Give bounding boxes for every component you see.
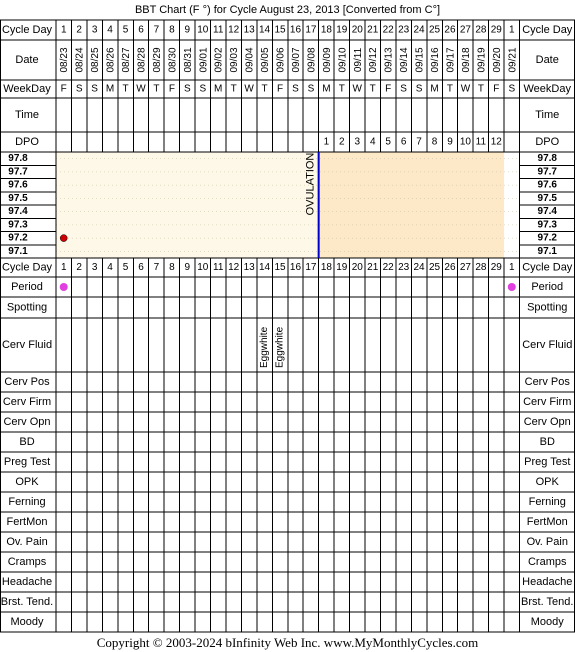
time-row-label-right: Time [535,109,560,121]
fertmon-row-label-right: FertMon [526,516,568,528]
date-cell: 09/03 [229,47,241,73]
cycle-day-cell: 20 [351,24,363,36]
weekday-cell: T [153,83,160,95]
weekday-cell: W [136,83,146,95]
weekday-cell: S [292,83,299,95]
cycle-day-cell: 23 [398,24,410,36]
cycle-day-cell: 12 [228,24,240,36]
dpo-cell: 1 [323,136,330,148]
date-cell: 08/28 [136,47,148,73]
weekday-cell: S [199,83,207,95]
date-cell: 09/08 [306,47,318,73]
weekday-cell: W [244,83,254,95]
weekday-cell: M [214,83,223,95]
cycle-day-row-label: Cycle Day [1,261,53,274]
temp-scale-label-right: 97.4 [537,206,557,218]
cycle-day-cell: 2 [76,262,82,273]
cerv-firm-row-label: Cerv Firm [2,396,52,408]
cycle-day-cell: 28 [475,262,487,273]
weekday-cell: T [261,83,268,95]
date-cell: 09/01 [198,47,210,73]
cycle-day-cell: 8 [169,262,175,273]
weekday-cell: W [460,83,471,95]
date-cell: 08/29 [151,47,163,73]
weekday-cell: S [400,83,407,95]
ovulation-label: OVULATION [304,152,317,216]
cycle-day-cell: 29 [490,24,502,36]
cycle-day-cell: 1 [508,24,515,36]
date-cell: 09/19 [476,47,488,73]
cycle-day-cell: 25 [428,262,441,273]
cerv-opn-row-label-right: Cerv Opn [523,416,571,428]
cycle-day-cell: 4 [107,262,113,273]
preg-test-row-label-right: Preg Test [524,456,571,468]
date-cell: 09/17 [445,47,457,73]
cycle-day-cell: 2 [76,24,82,36]
cycle-day-cell: 26 [444,262,456,273]
cycle-day-cell: 9 [184,24,191,36]
weekday-cell: F [168,83,175,95]
cycle-day-cell: 24 [413,24,425,36]
date-cell: 08/25 [90,47,102,73]
time-row-label: Time [14,109,40,121]
cycle-day-cell: 17 [305,262,317,273]
spotting-row-label-right: Spotting [527,301,568,314]
cycle-day-cell: 26 [444,24,456,36]
cycle-day-cell: 1 [508,262,515,273]
date-row-label-right: Date [535,54,559,66]
weekday-row-label-right: WeekDay [523,83,571,95]
weekday-cell: S [183,83,191,95]
date-cell: 09/04 [244,47,256,73]
cycle-day-cell: 21 [367,24,379,36]
dpo-cell: 12 [490,136,502,148]
cerv-pos-row-label-right: Cerv Pos [524,376,570,388]
date-cell: 09/06 [275,47,287,73]
ferning-row-label: Ferning [8,496,46,508]
date-cell: 08/26 [105,47,117,73]
date-cell: 09/11 [352,47,364,73]
dpo-cell: 4 [369,136,376,148]
cycle-day-cell: 15 [274,24,286,36]
dpo-cell: 8 [431,136,438,148]
cerv-fluid-row-label-right: Cerv Fluid [522,339,573,351]
bd-row-label-right: BD [539,436,555,448]
cycle-day-cell: 14 [259,24,271,36]
cycle-day-cell: 7 [153,262,160,273]
moody-row-label: Moody [10,616,44,628]
dpo-cell: 3 [354,136,361,148]
temp-scale-label-left: 97.4 [8,206,28,218]
cycle-day-cell: 13 [243,24,255,36]
cramps-row-label-right: Cramps [527,556,567,568]
dpo-cell: 6 [400,136,407,148]
bd-row-label: BD [19,436,35,448]
date-cell: 09/13 [383,47,395,73]
temp-scale-label-left: 97.7 [8,166,28,178]
date-cell: 08/23 [59,47,71,73]
temp-scale-label-left: 97.2 [8,232,28,244]
cycle-day-cell: 8 [169,24,175,36]
cycle-day-cell: 28 [475,24,487,36]
cerv-fluid-cell: Eggwhite [274,326,286,368]
date-cell: 08/30 [167,47,179,73]
weekday-cell: F [60,83,67,95]
date-cell: 09/09 [321,47,333,73]
dpo-cell: 10 [459,136,471,148]
dpo-row-label: DPO [15,136,39,148]
weekday-cell: M [430,83,439,95]
period-marker [508,283,516,291]
cerv-pos-row-label: Cerv Pos [4,376,50,388]
date-cell: 09/20 [491,47,503,73]
opk-row-label-right: OPK [535,476,559,488]
weekday-cell: T [446,83,454,95]
fertmon-row-label: FertMon [6,516,48,528]
date-cell: 09/14 [399,47,411,73]
ferning-row-label-right: Ferning [528,496,566,508]
cycle-day-cell: 10 [197,24,209,36]
dpo-cell: 2 [339,136,345,148]
date-cell: 09/15 [414,47,426,73]
weekday-cell: M [105,83,115,95]
cycle-day-cell: 5 [122,24,129,36]
weekday-cell: S [508,83,516,95]
cycle-day-cell: 3 [91,262,98,273]
dpo-row-label-right: DPO [535,136,560,148]
weekday-cell: F [493,83,500,95]
weekday-cell: S [91,83,98,95]
cycle-day-row-label: Cycle Day [1,24,53,36]
temp-scale-label-right: 97.1 [537,245,557,257]
dpo-cell: 9 [447,136,453,148]
cycle-day-cell: 6 [138,262,144,273]
cycle-day-cell: 19 [336,24,348,36]
cycle-day-cell: 17 [305,24,317,36]
cycle-day-cell: 22 [382,24,394,36]
cycle-day-cell: 27 [459,262,471,273]
weekday-cell: M [322,83,331,95]
dpo-cell: 5 [385,136,391,148]
cycle-day-cell: 6 [138,24,144,36]
temp-scale-label-left: 97.8 [8,153,28,165]
temp-scale-label-right: 97.7 [537,166,557,178]
weekday-cell: T [122,83,129,95]
cycle-day-cell: 10 [197,262,209,273]
ov-pain-row-label: Ov. Pain [6,536,48,548]
cycle-day-cell: 11 [213,262,224,273]
cerv-fluid-cell: Eggwhite [259,326,271,368]
date-cell: 09/21 [507,47,519,73]
weekday-cell: S [75,83,83,95]
cycle-day-cell: 23 [398,262,410,273]
temp-scale-label-right: 97.8 [537,153,557,165]
cycle-day-row-label-right: Cycle Day [522,24,573,36]
cerv-fluid-row-label: Cerv Fluid [1,339,53,351]
cycle-day-cell: 1 [60,24,67,36]
cramps-row-label: Cramps [7,556,47,568]
temp-scale-label-left: 97.1 [8,245,28,257]
cycle-day-cell: 22 [382,262,394,273]
cycle-day-cell: 14 [259,262,271,273]
date-cell: 09/05 [260,47,272,73]
date-cell: 09/02 [213,47,225,73]
weekday-cell: F [276,83,284,95]
ov-pain-row-label-right: Ov. Pain [526,536,568,548]
dpo-cell: 11 [475,136,487,148]
preg-test-row-label: Preg Test [3,456,51,468]
cycle-day-cell: 1 [60,262,67,273]
date-cell: 09/12 [368,47,380,73]
cycle-day-cell: 7 [153,24,160,36]
temp-scale-label-left: 97.6 [8,179,28,191]
cycle-day-cell: 25 [428,24,441,36]
cycle-day-cell: 18 [320,24,332,36]
temp-scale-label-left: 97.3 [8,219,28,231]
cycle-day-cell: 27 [459,24,471,36]
date-cell: 09/16 [430,47,442,73]
date-cell: 09/07 [290,47,302,73]
cycle-day-row-label-right: Cycle Day [522,261,573,274]
cycle-day-cell: 19 [336,262,348,273]
cycle-day-cell: 5 [122,262,129,273]
chart-title: BBT Chart (F °) for Cycle August 23, 2013 [Converted from C°] [134,4,441,16]
weekday-cell: T [338,83,345,95]
period-marker [60,283,68,291]
cycle-day-cell: 13 [243,262,255,273]
cycle-day-cell: 9 [184,262,191,273]
moody-row-label-right: Moody [530,616,564,628]
date-cell: 09/18 [460,47,472,73]
brst-tend-row-label: Brst. Tend. [0,596,54,608]
cycle-day-cell: 4 [107,24,113,36]
temperature-point [60,235,67,242]
cycle-day-cell: 12 [228,262,240,273]
date-cell: 08/27 [121,47,133,73]
cycle-day-cell: 15 [274,262,286,273]
weekday-cell: T [230,83,237,95]
date-cell: 08/31 [182,47,194,73]
weekday-cell: T [477,83,484,95]
opk-row-label: OPK [15,476,39,488]
temp-scale-label-right: 97.5 [537,192,557,204]
weekday-cell: T [369,83,376,95]
cerv-opn-row-label: Cerv Opn [3,416,51,428]
follicular-phase-bg [56,152,319,258]
cycle-day-cell: 16 [289,262,302,273]
headache-row-label: Headache [1,576,53,588]
weekday-cell: S [415,83,423,95]
date-cell: 09/10 [337,47,349,73]
cycle-day-cell: 11 [213,24,224,36]
cycle-day-cell: 18 [320,262,332,273]
period-row-label: Period [11,281,43,293]
headache-row-label-right: Headache [522,576,573,588]
temp-scale-label-right: 97.6 [537,179,557,191]
cycle-day-cell: 29 [490,262,502,273]
cycle-day-cell: 24 [413,262,425,273]
temp-scale-label-right: 97.3 [537,219,557,231]
weekday-cell: S [307,83,315,95]
spotting-row-label: Spotting [6,301,48,314]
copyright-footer: Copyright © 2003-2024 bInfinity Web Inc. www.MyMonthlyCycles.com [96,635,479,650]
temp-scale-label-left: 97.5 [8,192,28,204]
weekday-cell: W [352,83,363,95]
date-cell: 08/24 [74,47,86,73]
weekday-cell: F [385,83,392,95]
date-row-label: Date [15,54,39,66]
cerv-firm-row-label-right: Cerv Firm [523,396,572,408]
brst-tend-row-label-right: Brst. Tend. [521,596,574,608]
cycle-day-cell: 16 [289,24,302,36]
cycle-day-cell: 20 [351,262,363,273]
cycle-day-cell: 21 [367,262,379,273]
luteal-phase-bg [319,152,504,258]
cycle-day-cell: 3 [91,24,98,36]
weekday-row-label: WeekDay [3,83,51,95]
temp-scale-label-right: 97.2 [537,232,557,244]
dpo-cell: 7 [416,136,422,148]
period-row-label-right: Period [531,281,564,293]
